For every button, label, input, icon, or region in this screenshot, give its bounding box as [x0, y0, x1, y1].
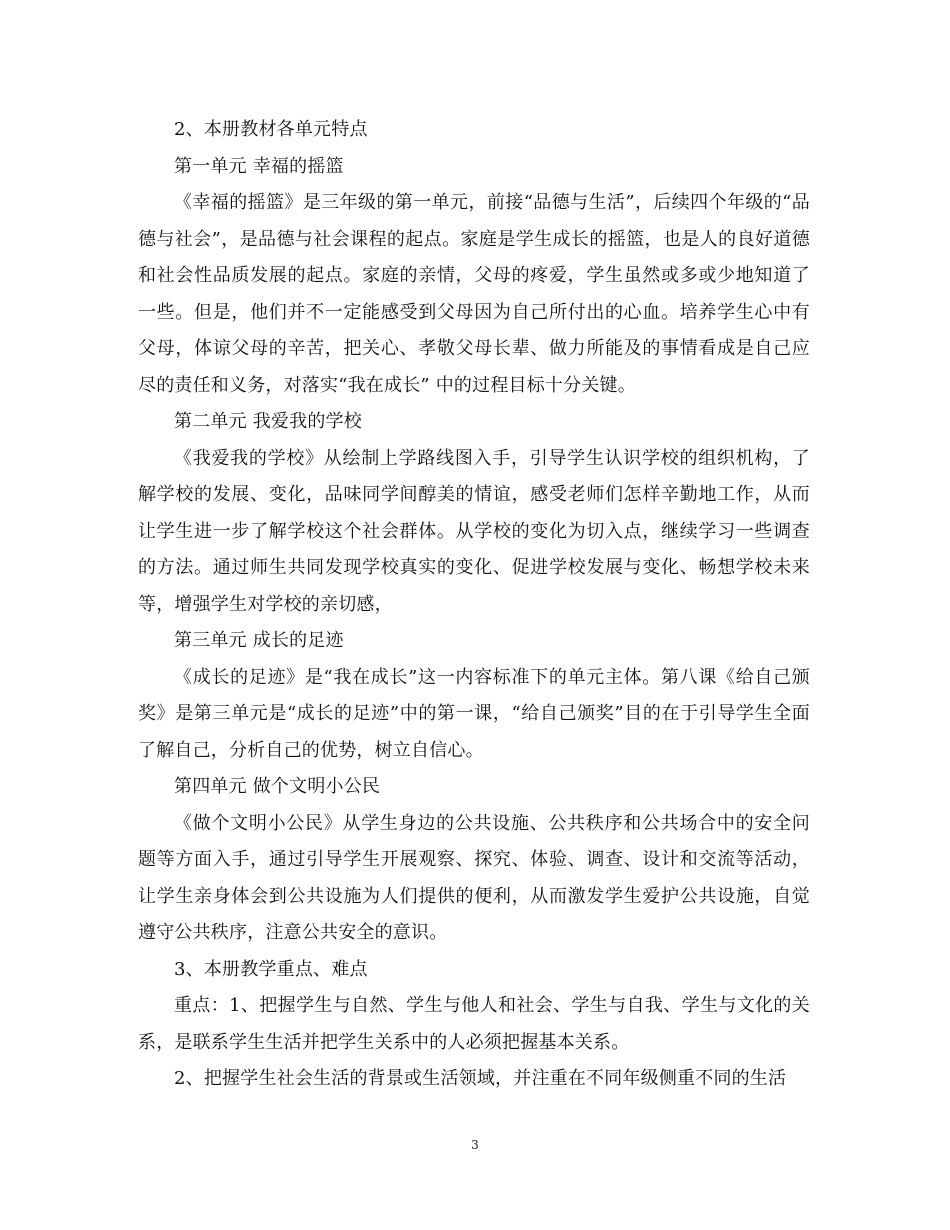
unit-1-body: 《幸福的摇篮》是三年级的第一单元，前接“品德与生活”，后续四个年级的“品德与社会”，是品德与社会课程的起点。家庭是学生成长的摇篮，也是人的良好道德和社会性品质发展的起点。家庭的亲情，父母的疼爱，学生虽然或多或少地知道了一些。但是，他们并不一定能感受到父母因为自己所付出的心血。培养学生心中有父母，体谅父母的辛苦，把关心、孝敬父母长辈、做力所能及的事情看成是自己应尽的责任和义务，对落实“我在成长” 中的过程目标十分关键。	[138, 192, 810, 396]
section-2-heading: 2、本册教材各单元特点	[174, 119, 368, 140]
section-3-heading: 3、本册教学重点、难点	[174, 958, 368, 980]
key-point-2: 2、把握学生社会生活的背景或生活领域，并注重在不同年级侧重不同的生活	[174, 1068, 787, 1089]
unit-2-body: 《我爱我的学校》从绘制上学路线图入手，引导学生认识学校的组织机构，了解学校的发展、变化，品味同学间醇美的情谊，感受老师们怎样辛勤地工作，从而让学生进一步了解学校这个社会群体。从学校的变化为切入点，继续学习一些调查的方法。通过师生共同发现学校真实的变化、促进学校发展与变化、畅想学校未来等，增强学生对学校的亲切感，	[138, 447, 810, 615]
unit-4-body: 《做个文明小公民》从学生身边的公共设施、公共秩序和公共场合中的安全问题等方面入手，通过引导学生开展观察、探究、体验、调查、设计和交流等活动，让学生亲身体会到公共设施为人们提供的便利，从而激发学生爱护公共设施，自觉遵守公共秩序，注意公共安全的意识。	[138, 812, 810, 943]
unit-3-body: 《成长的足迹》是“我在成长”这一内容标准下的单元主体。第八课《给自己颁奖》是第三单元是“成长的足迹”中的第一课，“给自己颁奖”目的在于引导学生全面了解自己，分析自己的优势，树立自信心。	[138, 666, 810, 761]
key-point-1: 重点：1、把握学生与自然、学生与他人和社会、学生与自我、学生与文化的关系，是联系学生生活并把学生关系中的人必须把握基本关系。	[138, 995, 810, 1053]
document-page	[138, 112, 810, 1098]
unit-3-heading: 第三单元 成长的足迹	[174, 630, 344, 651]
unit-4-heading: 第四单元 做个文明小公民	[174, 776, 381, 797]
unit-1-heading: 第一单元 幸福的摇篮	[174, 155, 344, 177]
unit-2-heading: 第二单元 我爱我的学校	[174, 411, 362, 432]
page-number: 3	[471, 1138, 479, 1152]
